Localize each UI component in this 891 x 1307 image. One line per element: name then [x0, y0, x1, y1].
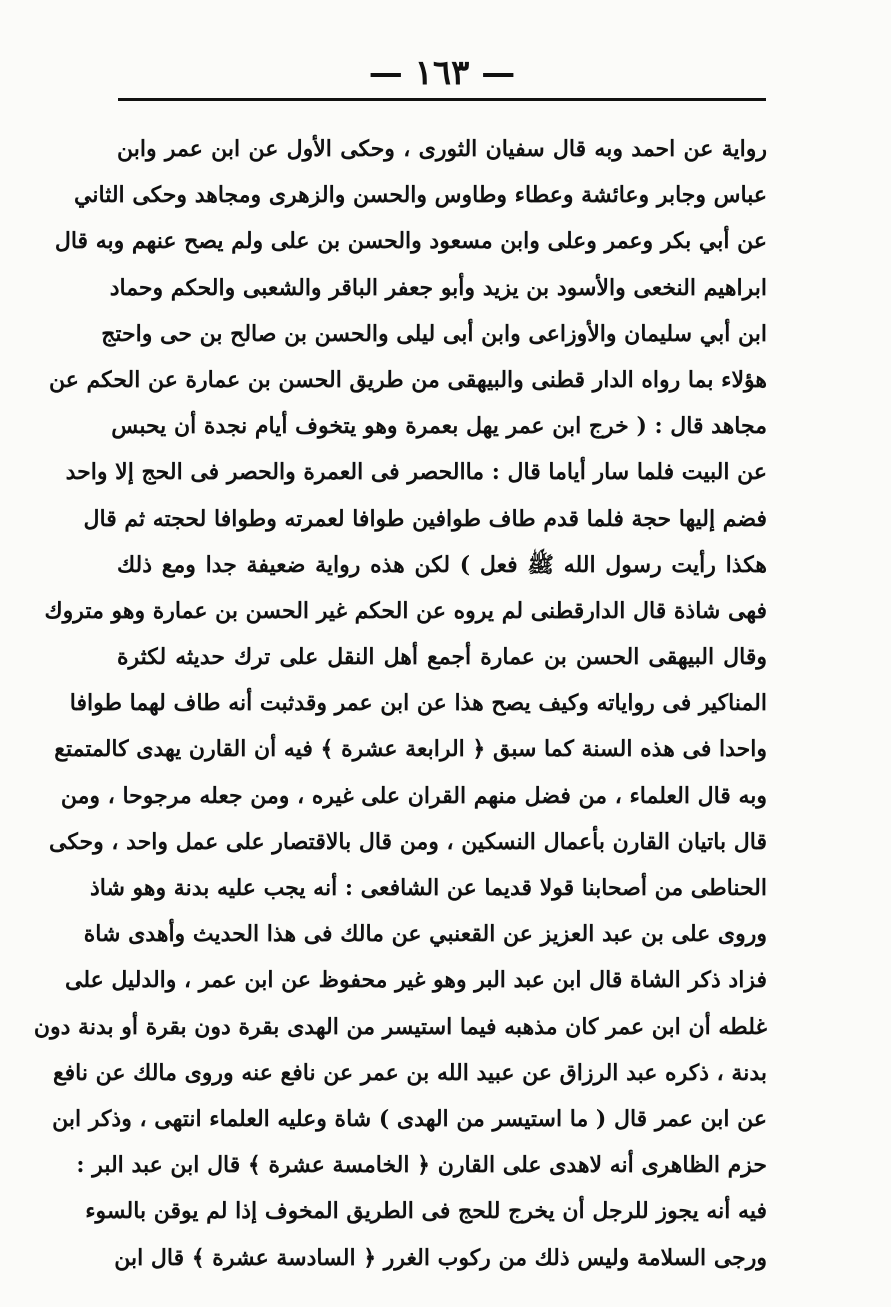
text-line: فيه أنه يجوز للرجل أن يخرج للحج فى الطريق المخوف إذا لم يوقن بالسوء	[85, 1198, 767, 1225]
text-line: حزم الظاهرى أنه لاهدى على القارن ﴿ الخامسة عشرة ﴾ قال ابن عبد البر :	[76, 1152, 767, 1179]
text-line: غلطه أن ابن عمر كان مذهبه فيما استيسر من الهدى بقرة دون بقرة أو بدنة دون	[33, 1013, 767, 1040]
header-rule	[118, 98, 766, 101]
page-header	[118, 52, 766, 108]
text-line: عباس وجابر وعائشة وعطاء وطاوس والحسن والزهرى ومجاهد وحكى الثاني	[74, 182, 767, 209]
text-line: فزاد ذكر الشاة قال ابن عبد البر وهو غير محفوظ عن ابن عمر ، والدليل على	[64, 967, 767, 994]
text-line: عن ابن عمر قال ( ما استيسر من الهدى ) شاة وعليه العلماء انتهى ، وذكر ابن	[52, 1105, 767, 1132]
text-line: هكذا رأيت رسول الله ﷺ فعل ) لكن هذه رواية ضعيفة جدا ومع ذلك	[117, 551, 767, 578]
body-text	[33, 126, 767, 1281]
text-line: قال باتيان القارن بأعمال النسكين ، ومن قال بالاقتصار على عمل واحد ، وحكى	[49, 828, 767, 855]
text-line: ابراهيم النخعى والأسود بن يزيد وأبو جعفر الباقر والشعبى والحكم وحماد	[109, 274, 767, 301]
text-line: المناكير فى رواياته وكيف يصح هذا عن ابن عمر وقدثبت أنه طاف لهما طوافا	[69, 690, 767, 717]
text-line: فضم إليها حجة فلما قدم طاف طوافين طوافا لعمرته وطوافا لحجته ثم قال	[83, 505, 767, 532]
text-line: ابن أبي سليمان والأوزاعى وابن أبى ليلى والحسن بن صالح بن حى واحتج	[101, 320, 767, 347]
text-line: واحدا فى هذه السنة كما سبق ﴿ الرابعة عشرة ﴾ فيه أن القارن يهدى كالمتمتع	[54, 736, 767, 763]
text-line: فهى شاذة قال الدارقطنى لم يروه عن الحكم غير الحسن بن عمارة وهو متروك	[44, 597, 767, 624]
text-line: عن أبي بكر وعمر وعلى وابن مسعود والحسن بن على ولم يصح عنهم وبه قال	[54, 228, 767, 255]
text-line: عن البيت فلما سار أياما قال : ماالحصر فى العمرة والحصر فى الحج إلا واحد	[65, 459, 767, 486]
text-line: ورجى السلامة وليس ذلك من ركوب الغرر ﴿ السادسة عشرة ﴾ قال ابن	[114, 1244, 767, 1271]
text-line: وروى على بن عبد العزيز عن القعنبي عن مالك فى هذا الحديث وأهدى شاة	[83, 921, 767, 948]
text-line: مجاهد قال : ( خرج ابن عمر يهل بعمرة وهو يتخوف أيام نجدة أن يحبس	[111, 413, 767, 440]
text-line: رواية عن احمد وبه قال سفيان الثورى ، وحكى الأول عن ابن عمر وابن	[117, 136, 767, 162]
text-line: هؤلاء بما رواه الدار قطنى والبيهقى من طريق الحسن بن عمارة عن الحكم عن	[49, 366, 767, 393]
text-line: الحناطى من أصحابنا قولا قديما عن الشافعى : أنه يجب عليه بدنة وهو شاذ	[89, 875, 767, 901]
text-line: وقال البيهقى الحسن بن عمارة أجمع أهل النقل على ترك حديثه لكثرة	[117, 644, 767, 671]
text-line: بدنة ، ذكره عبد الرزاق عن عبيد الله بن عمر عن نافع عنه وروى مالك عن نافع	[52, 1059, 767, 1086]
text-line: وبه قال العلماء ، من فضل منهم القران على غيره ، ومن جعله مرجوحا ، ومن	[60, 782, 767, 809]
page-number: — ١٦٣ —	[368, 53, 516, 93]
